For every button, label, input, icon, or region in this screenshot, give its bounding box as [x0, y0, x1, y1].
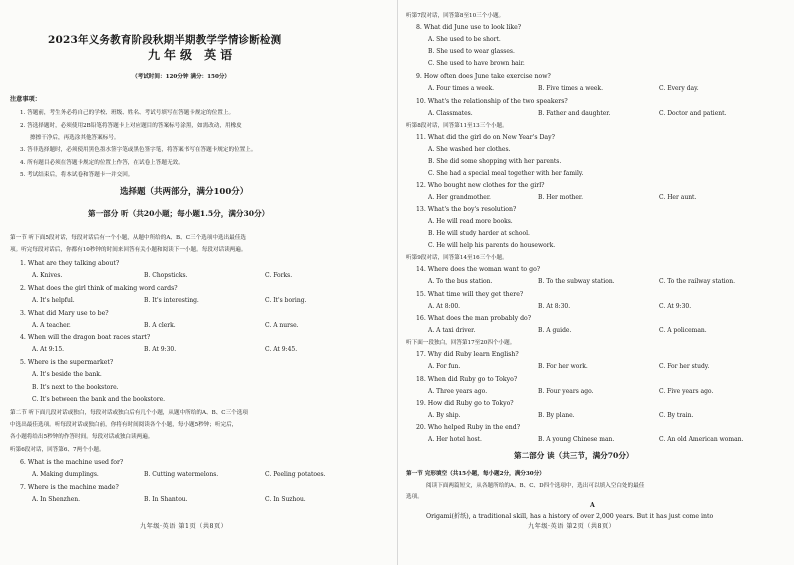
option: A. A teacher. — [32, 322, 71, 329]
option: A. Her hotel host. — [428, 436, 482, 443]
section2-intro: 各小题将给出5秒钟的作答时间。每段对话或独白读两遍。 — [10, 434, 154, 440]
option: A. To the bus station. — [428, 278, 493, 285]
question-text: 6. What is the machine used for? — [20, 459, 124, 466]
note-item: 5. 考试结束后，将本试卷和答题卡一并交回。 — [20, 172, 134, 178]
cloze-intro: 阅读下面两篇短文，从各题所给的A、B、C、D四个选项中，选出可以填入空白处的最佳 — [426, 483, 645, 489]
choice-heading: 选择题（共两部分，满分100分） — [120, 187, 249, 197]
passage-letter: A — [590, 502, 595, 509]
question-text: 13. What's the boy's resolution? — [416, 206, 517, 213]
option: A. A taxi driver. — [428, 327, 476, 334]
option: B. Father and daughter. — [538, 110, 611, 117]
passage-text: Origami(折纸), a traditional skill, has a history of over 2,000 years. But it has just come into — [426, 513, 714, 520]
option: B. By plane. — [538, 412, 575, 419]
exam-title: 2023年义务教育阶段秋期半期教学学情诊断检测 — [48, 34, 282, 46]
option: A. Knives. — [32, 272, 63, 279]
option: C. An old American woman. — [659, 436, 744, 443]
question-text: 12. Who bought new clothes for the girl? — [416, 182, 545, 189]
option: B. He will study harder at school. — [428, 230, 530, 237]
option: A. In Shenzhen. — [32, 496, 81, 503]
option: C. In Suzhou. — [265, 496, 306, 503]
part1-heading: 第一部分 听（共20小题；每小题1.5分，满分30分） — [88, 209, 270, 218]
option: B. A young Chinese man. — [538, 436, 615, 443]
option: B. At 9:30. — [144, 346, 177, 353]
question-text: 4. When will the dragon boat races start? — [20, 334, 151, 341]
option: A. Making dumplings. — [32, 471, 99, 478]
right-page — [404, 0, 789, 565]
option: C. Five years ago. — [659, 388, 714, 395]
option: A. She used to be short. — [428, 36, 501, 43]
listen-instruction: 听第6段对话，回答第6、7两个小题。 — [10, 447, 105, 453]
option: C. Forks. — [265, 272, 293, 279]
option: C. It's boring. — [265, 297, 307, 304]
section2-intro: 第二节 听下面几段对话或独白，每段对话或独白后有几个小题，从题中所给的A、B、C三个选项 — [10, 410, 248, 416]
option: B. Cutting watermelons. — [144, 471, 219, 478]
option: B. She did some shopping with her parents. — [428, 158, 562, 165]
part2-heading: 第二部分 读（共三节，满分70分） — [514, 451, 634, 460]
option: C. Doctor and patient. — [659, 110, 727, 117]
option: C. It's between the bank and the bookstore. — [32, 396, 166, 403]
option: B. Her mother. — [538, 194, 584, 201]
option: C. Every day. — [659, 85, 699, 92]
option: B. She used to wear glasses. — [428, 48, 515, 55]
question-text: 9. How often does June take exercise now? — [416, 73, 551, 80]
option: C. At 9:45. — [265, 346, 298, 353]
subject-title: 九年级 英语 — [148, 48, 237, 62]
option: C. She had a special meal together with her family. — [428, 170, 584, 177]
option: A. Classmates. — [428, 110, 473, 117]
note-item: 擦擦干净后，再选涂其他答案标号。 — [30, 135, 120, 141]
cloze-intro: 选项。 — [406, 494, 423, 500]
listen-instruction: 听第7段对话，回答第8至10三个小题。 — [406, 13, 505, 19]
option: C. A nurse. — [265, 322, 299, 329]
option: B. It's interesting. — [144, 297, 199, 304]
option: A. Three years ago. — [428, 388, 488, 395]
option: B. A guide. — [538, 327, 572, 334]
option: A. She washed her clothes. — [428, 146, 511, 153]
option: A. It's beside the bank. — [32, 371, 102, 378]
option: A. At 9:15. — [32, 346, 65, 353]
listen-instruction: 听下面一段独白，回答第17至20四个小题。 — [406, 340, 516, 346]
section1-intro: 第一节 听下面5段对话，每段对话后有一个小题，从题中所给的A、B、C三个选项中选出最佳选 — [10, 235, 246, 241]
note-item: 4. 所有题目必须在答题卡规定的位置上作答，在试卷上答题无效。 — [20, 160, 184, 166]
question-text: 16. What does the man probably do? — [416, 315, 532, 322]
cloze-heading: 第一节 完形填空（共15小题，每小题2分，满分30分） — [406, 471, 545, 477]
option: C. For her study. — [659, 363, 710, 370]
question-text: 17. Why did Ruby learn English? — [416, 351, 519, 358]
page-footer: 九年级·英语 第1页（共8页） — [140, 523, 228, 530]
option: A. Four times a week. — [428, 85, 495, 92]
question-text: 18. When did Ruby go to Tokyo? — [416, 376, 518, 383]
option: C. She used to have brown hair. — [428, 60, 525, 67]
question-text: 11. What did the girl do on New Year's Day? — [416, 134, 555, 141]
note-item: 3. 答非选择题时，必须使用黑色墨水签字笔或黑色签字笔，将答案书写在答题卡规定的位置上。 — [20, 147, 257, 153]
question-text: 8. What did June use to look like? — [416, 24, 522, 31]
question-text: 20. Who helped Ruby in the end? — [416, 424, 521, 431]
option: B. At 8:30. — [538, 303, 571, 310]
note-item: 1. 答题前，考生务必将自己的学校、班级、姓名、考试号填写在答题卡规定的位置上。 — [20, 110, 235, 116]
option: B. To the subway station. — [538, 278, 615, 285]
note-item: 2. 答选择题时，必须使用2B铅笔将答题卡上对应题目的答案标号涂黑，如需改动，用橡皮 — [20, 123, 242, 129]
section1-intro: 项。听完每段对话后，你都有10秒钟的时间来回答有关小题和阅读下一小题。每段对话读两遍。 — [10, 247, 247, 253]
option: C. He will help his parents do housework. — [428, 242, 556, 249]
page-divider — [397, 0, 398, 565]
option: A. At 8:00. — [428, 303, 461, 310]
option: B. Chopsticks. — [144, 272, 188, 279]
option: B. A clerk. — [144, 322, 176, 329]
option: C. A policeman. — [659, 327, 707, 334]
section2-intro: 中选出最佳选项。听每段对话或独白前，你将有时间阅读各个小题，每小题5秒钟；听完后， — [10, 422, 238, 428]
listen-instruction: 听第9段对话，回答第14至16三个小题。 — [406, 255, 508, 261]
option: B. Five times a week. — [538, 85, 603, 92]
option: B. For her work. — [538, 363, 588, 370]
option: A. For fun. — [428, 363, 461, 370]
page-footer: 九年级·英语 第2页（共8页） — [528, 523, 616, 530]
option: B. In Shantou. — [144, 496, 188, 503]
option: A. By ship. — [428, 412, 461, 419]
question-text: 3. What did Mary use to be? — [20, 310, 109, 317]
option: C. By train. — [659, 412, 694, 419]
option: A. It's helpful. — [32, 297, 75, 304]
option: B. It's next to the bookstore. — [32, 384, 119, 391]
option: A. Her grandmother. — [428, 194, 491, 201]
question-text: 1. What are they talking about? — [20, 260, 120, 267]
question-text: 7. Where is the machine made? — [20, 484, 119, 491]
listen-instruction: 听第8段对话，回答第11至13三个小题。 — [406, 123, 508, 129]
left-page — [8, 0, 393, 565]
question-text: 14. Where does the woman want to go? — [416, 266, 541, 273]
notes-heading: 注意事项： — [10, 96, 41, 103]
option: C. Her aunt. — [659, 194, 697, 201]
question-text: 10. What's the relationship of the two speakers? — [416, 98, 568, 105]
question-text: 5. Where is the supermarket? — [20, 359, 114, 366]
option: A. He will read more books. — [428, 218, 513, 225]
option: C. At 9:30. — [659, 303, 692, 310]
option: B. Four years ago. — [538, 388, 594, 395]
option: C. To the railway station. — [659, 278, 736, 285]
option: C. Peeling potatoes. — [265, 471, 326, 478]
question-text: 19. How did Ruby go to Tokyo? — [416, 400, 514, 407]
question-text: 15. What time will they get there? — [416, 291, 524, 298]
exam-info: （考试时间：120分钟 满分：150分） — [132, 74, 231, 80]
question-text: 2. What does the girl think of making word cards? — [20, 285, 178, 292]
